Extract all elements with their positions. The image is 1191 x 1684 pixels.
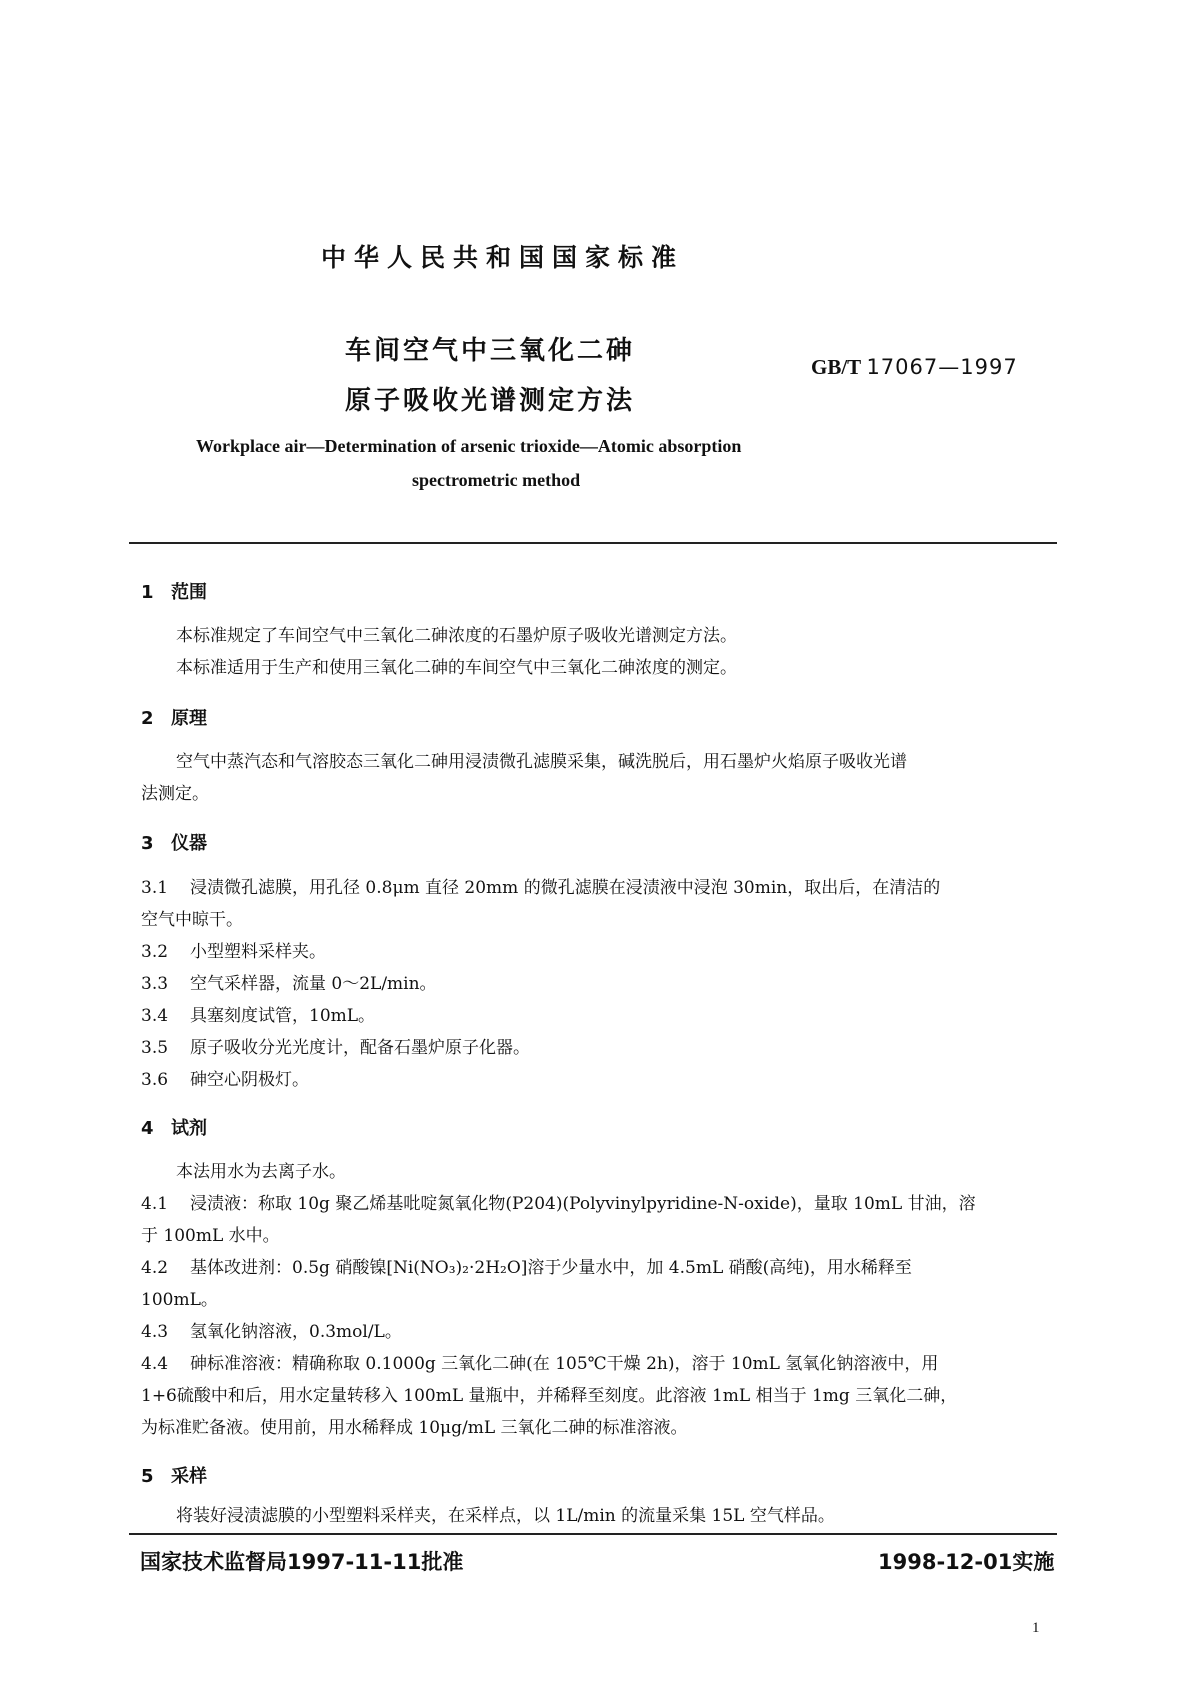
item-3-2 xyxy=(141,936,1057,968)
english-title-line-2: spectrometric method xyxy=(412,470,581,490)
section-title: 范围 xyxy=(171,582,207,603)
section-number: 1 xyxy=(141,582,154,603)
english-title-line-1: Workplace air—Determination of arsenic trioxide—Atomic absorption xyxy=(196,436,742,456)
item-3-6 xyxy=(141,1064,1057,1096)
item-number: 4.1 xyxy=(141,1194,169,1214)
item-number: 3.4 xyxy=(141,1006,169,1026)
item-4-4-continuation-2: 为标准贮备液。使用前，用水稀释成 10μg/mL 三氧化二砷的标准溶液。 xyxy=(141,1418,688,1438)
section-2-para-line-2: 法测定。 xyxy=(141,784,209,804)
item-text: 原子吸收分光光度计，配备石墨炉原子化器。 xyxy=(190,1038,530,1058)
item-number: 3.5 xyxy=(141,1038,169,1058)
item-3-5 xyxy=(141,1032,1057,1064)
item-4-1 xyxy=(141,1188,1057,1220)
item-4-2-continuation: 100mL。 xyxy=(141,1290,218,1310)
section-3-heading xyxy=(141,829,207,855)
section-2-para-line-1: 空气中蒸汽态和气溶胶态三氧化二砷用浸渍微孔滤膜采集，碱洗脱后，用石墨炉火焰原子吸收光谱 xyxy=(176,752,907,772)
item-4-4 xyxy=(141,1348,1057,1380)
section-5-heading xyxy=(141,1462,207,1488)
section-1-para-1: 本标准规定了车间空气中三氧化二砷浓度的石墨炉原子吸收光谱测定方法。 xyxy=(176,626,737,646)
standard-code-prefix: GB/T xyxy=(811,355,862,379)
item-number: 3.3 xyxy=(141,974,169,994)
item-3-1-continuation: 空气中晾干。 xyxy=(141,910,243,930)
section-number: 2 xyxy=(141,708,154,729)
item-text: 浸渍液：称取 10g 聚乙烯基吡啶氮氧化物(P204)(Polyvinylpyridine-N-oxide)，量取 10mL 甘油，溶 xyxy=(190,1194,976,1214)
item-text: 氢氧化钠溶液，0.3mol/L。 xyxy=(190,1322,402,1342)
item-text: 空气采样器，流量 0～2L/min。 xyxy=(190,974,437,994)
section-1-heading xyxy=(141,578,207,604)
item-text: 基体改进剂：0.5g 硝酸镍[Ni(NO₃)₂·2H₂O]溶于少量水中，加 4.5mL 硝酸(高纯)，用水稀释至 xyxy=(190,1258,912,1278)
item-4-1-continuation: 于 100mL 水中。 xyxy=(141,1226,280,1246)
section-4-intro: 本法用水为去离子水。 xyxy=(176,1162,346,1182)
standard-code-number: 17067—1997 xyxy=(866,355,1018,379)
national-standard-heading: 中华人民共和国国家标准 xyxy=(321,243,685,272)
standard-code xyxy=(811,355,1018,380)
section-title: 采样 xyxy=(171,1466,207,1487)
item-number: 3.2 xyxy=(141,942,169,962)
item-text: 浸渍微孔滤膜，用孔径 0.8μm 直径 20mm 的微孔滤膜在浸渍液中浸泡 30min，取出后，在清洁的 xyxy=(190,878,941,898)
item-4-2 xyxy=(141,1252,1057,1284)
footer-divider xyxy=(129,1533,1057,1535)
implementation-line: 1998-12-01实施 xyxy=(878,1550,1055,1574)
item-text: 砷标准溶液：精确称取 0.1000g 三氧化二砷(在 105℃干燥 2h)，溶于 10mL 氢氧化钠溶液中，用 xyxy=(190,1354,939,1374)
section-number: 3 xyxy=(141,833,154,854)
item-3-4 xyxy=(141,1000,1057,1032)
section-title: 仪器 xyxy=(171,833,207,854)
item-number: 4.4 xyxy=(141,1354,169,1374)
item-text: 砷空心阴极灯。 xyxy=(190,1070,309,1090)
section-2-heading xyxy=(141,704,207,730)
item-3-1 xyxy=(141,872,1057,904)
title-line-2: 原子吸收光谱测定方法 xyxy=(345,386,636,416)
header-divider xyxy=(129,542,1057,544)
item-number: 4.2 xyxy=(141,1258,169,1278)
section-number: 5 xyxy=(141,1466,154,1487)
section-title: 原理 xyxy=(171,708,207,729)
item-4-3 xyxy=(141,1316,1057,1348)
item-4-4-continuation-1: 1+6硫酸中和后，用水定量转移入 100mL 量瓶中，并稀释至刻度。此溶液 1mL 相当于 1mg 三氧化二砷， xyxy=(141,1386,958,1406)
section-1-para-2: 本标准适用于生产和使用三氧化二砷的车间空气中三氧化二砷浓度的测定。 xyxy=(176,658,737,678)
item-text: 具塞刻度试管，10mL。 xyxy=(190,1006,376,1026)
item-text: 小型塑料采样夹。 xyxy=(190,942,326,962)
item-number: 4.3 xyxy=(141,1322,169,1342)
section-4-heading xyxy=(141,1114,207,1140)
section-number: 4 xyxy=(141,1118,154,1139)
section-5-para-1: 将装好浸渍滤膜的小型塑料采样夹，在采样点，以 1L/min 的流量采集 15L 空气样品。 xyxy=(176,1506,835,1526)
section-title: 试剂 xyxy=(171,1118,207,1139)
item-number: 3.1 xyxy=(141,878,169,898)
page-number: 1 xyxy=(1032,1620,1040,1636)
item-3-3 xyxy=(141,968,1057,1000)
approval-line: 国家技术监督局1997-11-11批准 xyxy=(140,1550,464,1574)
title-line-1: 车间空气中三氧化二砷 xyxy=(345,336,636,366)
item-number: 3.6 xyxy=(141,1070,169,1090)
